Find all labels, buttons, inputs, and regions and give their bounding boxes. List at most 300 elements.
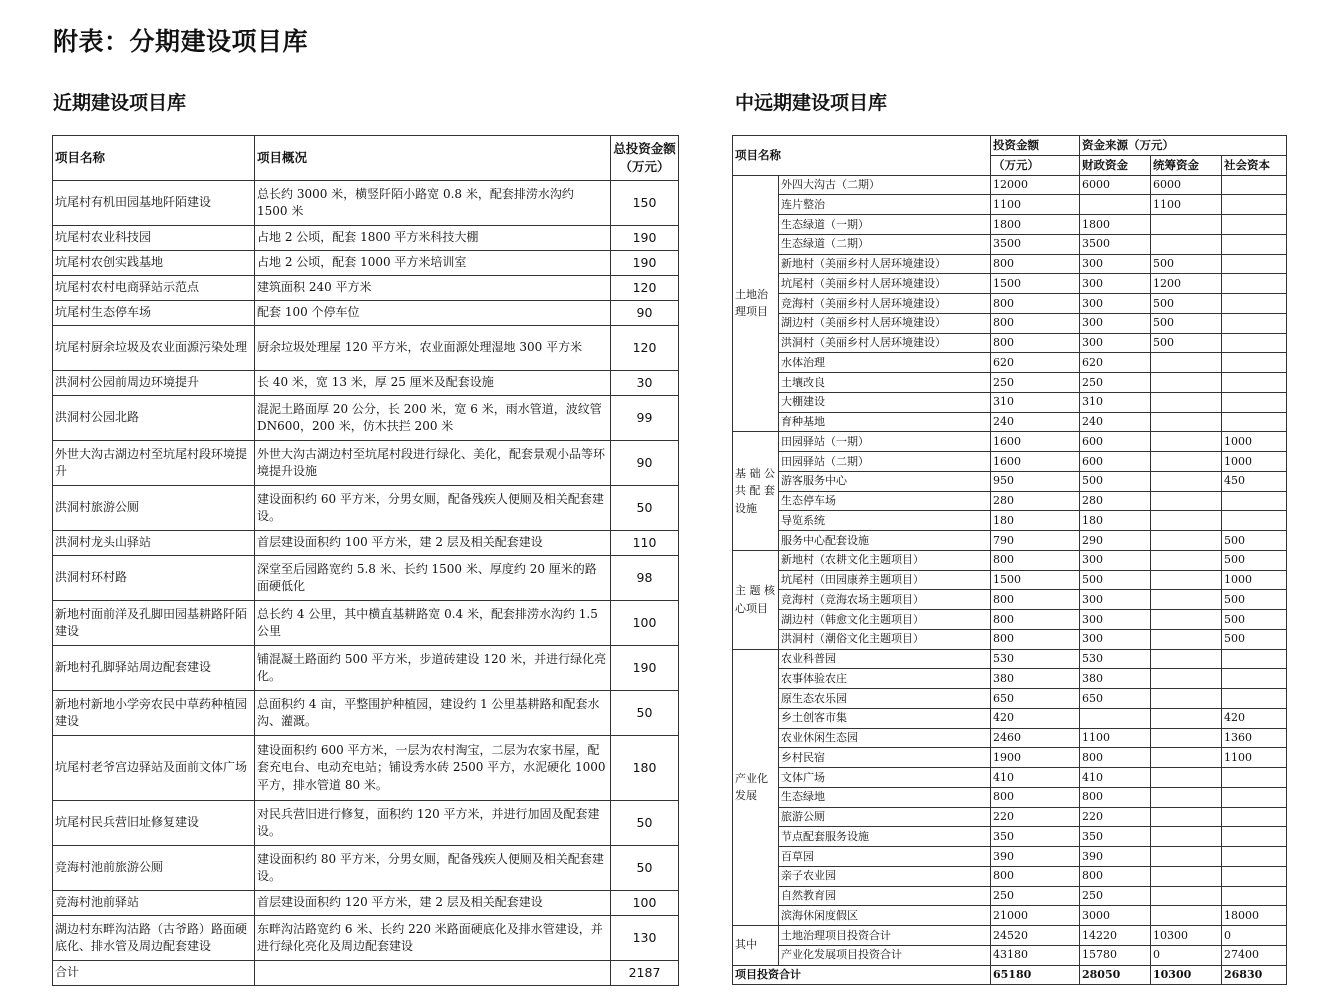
table-row [53, 486, 679, 531]
table-row [53, 556, 679, 601]
pooled-cell [1151, 452, 1222, 472]
fiscal-cell: 3000 [1080, 906, 1151, 926]
pooled-cell [1151, 866, 1222, 886]
social-cell [1222, 669, 1287, 689]
invest-cell: 390 [991, 847, 1080, 867]
invest-cell: 310 [991, 392, 1080, 412]
col-header-fiscal: 财政资金 [1080, 155, 1151, 175]
invest-cell: 800 [991, 294, 1080, 314]
pooled-cell [1151, 610, 1222, 630]
pooled-cell [1151, 807, 1222, 827]
social-cell [1222, 254, 1287, 274]
name-cell: 生态绿地 [779, 787, 991, 807]
project-name-cell: 新地村孔脚驿站周边配套建设 [53, 646, 255, 691]
table-row [733, 432, 1287, 452]
pooled-cell: 500 [1151, 254, 1222, 274]
invest-cell: 43180 [991, 945, 1080, 965]
total-pooled-cell: 10300 [1151, 965, 1222, 985]
table-row [733, 768, 1287, 788]
table-row [53, 396, 679, 441]
fiscal-cell: 800 [1080, 787, 1151, 807]
fiscal-cell: 620 [1080, 353, 1151, 373]
pooled-cell [1151, 827, 1222, 847]
pooled-cell [1151, 629, 1222, 649]
social-cell: 1360 [1222, 728, 1287, 748]
col-header-name: 项目名称 [53, 136, 255, 181]
col-header-pooled: 统筹资金 [1151, 155, 1222, 175]
social-cell [1222, 392, 1287, 412]
social-cell [1222, 373, 1287, 393]
table-row [733, 531, 1287, 551]
fiscal-cell: 800 [1080, 866, 1151, 886]
total-label: 合计 [53, 961, 255, 986]
name-cell: 新地村（美丽乡村人居环境建设） [779, 254, 991, 274]
project-overview-cell: 混泥土路面厚 20 公分，长 200 米，宽 6 米，雨水管道，波纹管 DN600，200 米，仿木扶拦 200 米 [255, 396, 611, 441]
name-cell: 生态绿道（二期） [779, 234, 991, 254]
project-overview-cell: 深堂至后园路宽约 5.8 米、长约 1500 米、厚度约 20 厘米的路面硬低化 [255, 556, 611, 601]
pooled-cell [1151, 392, 1222, 412]
invest-cell: 21000 [991, 906, 1080, 926]
name-cell: 节点配套服务设施 [779, 827, 991, 847]
social-cell [1222, 866, 1287, 886]
pooled-cell [1151, 590, 1222, 610]
project-name-cell: 湖边村东畔沟沽路（古爷路）路面硬底化、排水管及周边配套建设 [53, 916, 255, 961]
table-row [53, 531, 679, 556]
pooled-cell [1151, 570, 1222, 590]
amount-cell: 98 [611, 556, 679, 601]
project-name-cell: 坑尾村生态停车场 [53, 301, 255, 326]
pooled-cell: 0 [1151, 945, 1222, 965]
fiscal-cell: 250 [1080, 373, 1151, 393]
table-row [733, 629, 1287, 649]
social-cell [1222, 234, 1287, 254]
social-cell [1222, 215, 1287, 235]
fiscal-cell: 180 [1080, 511, 1151, 531]
table-row [733, 313, 1287, 333]
fiscal-cell: 600 [1080, 452, 1151, 472]
social-cell: 500 [1222, 550, 1287, 570]
social-cell [1222, 689, 1287, 709]
invest-cell: 1600 [991, 432, 1080, 452]
total-social-cell: 26830 [1222, 965, 1287, 985]
pooled-cell: 500 [1151, 313, 1222, 333]
table-row [733, 807, 1287, 827]
invest-cell: 800 [991, 333, 1080, 353]
table-row [53, 601, 679, 646]
name-cell: 亲子农业园 [779, 866, 991, 886]
name-cell: 土地治理项目投资合计 [779, 926, 991, 946]
table-row [53, 891, 679, 916]
project-name-cell: 洪洞村公园前周边环境提升 [53, 371, 255, 396]
invest-cell: 800 [991, 866, 1080, 886]
category-cell: 其中 [733, 926, 779, 966]
table-row [733, 254, 1287, 274]
invest-cell: 800 [991, 590, 1080, 610]
project-overview-cell: 首层建设面积约 100 平方米，建 2 层及相关配套建设 [255, 531, 611, 556]
total-row [53, 961, 679, 986]
mid-long-term-subtitle: 中远期建设项目库 [735, 92, 888, 114]
pooled-cell: 500 [1151, 333, 1222, 353]
total-invest-cell: 65180 [991, 965, 1080, 985]
name-cell: 竞海村（竞海农场主题项目） [779, 590, 991, 610]
social-cell: 18000 [1222, 906, 1287, 926]
fiscal-cell: 300 [1080, 590, 1151, 610]
pooled-cell [1151, 669, 1222, 689]
table-row [733, 550, 1287, 570]
social-cell: 27400 [1222, 945, 1287, 965]
category-cell: 基 础 公共 配 套设施 [733, 432, 779, 551]
table-row [53, 801, 679, 846]
invest-cell: 790 [991, 531, 1080, 551]
amount-cell: 190 [611, 226, 679, 251]
amount-cell: 120 [611, 326, 679, 371]
project-overview-cell: 长 40 米，宽 13 米，厚 25 厘米及配套设施 [255, 371, 611, 396]
invest-cell: 1800 [991, 215, 1080, 235]
social-cell: 420 [1222, 708, 1287, 728]
invest-cell: 530 [991, 649, 1080, 669]
project-overview-cell: 对民兵营旧进行修复，面积约 120 平方米，并进行加固及配套建设。 [255, 801, 611, 846]
invest-cell: 1500 [991, 570, 1080, 590]
col-header-social: 社会资本 [1222, 155, 1287, 175]
name-cell: 百草园 [779, 847, 991, 867]
table-row [53, 226, 679, 251]
social-cell [1222, 511, 1287, 531]
project-name-cell: 洪洞村龙头山驿站 [53, 531, 255, 556]
table-row [733, 610, 1287, 630]
table-row [53, 276, 679, 301]
project-overview-cell: 总长约 4 公里，其中横直基耕路宽 0.4 米，配套排涝水沟约 1.5 公里 [255, 601, 611, 646]
table-row [733, 373, 1287, 393]
table-row [53, 251, 679, 276]
table-row [53, 371, 679, 396]
invest-cell: 800 [991, 254, 1080, 274]
project-overview-cell: 总长约 3000 米，横竖阡陌小路宽 0.8 米，配套排涝水沟约 1500 米 [255, 181, 611, 226]
fiscal-cell: 310 [1080, 392, 1151, 412]
table-row [53, 181, 679, 226]
fiscal-cell: 220 [1080, 807, 1151, 827]
table-row [733, 511, 1287, 531]
table-row [733, 392, 1287, 412]
fiscal-cell [1080, 195, 1151, 215]
fiscal-cell: 350 [1080, 827, 1151, 847]
name-cell: 乡土创客市集 [779, 708, 991, 728]
table-row [733, 926, 1287, 946]
pooled-cell [1151, 847, 1222, 867]
amount-cell: 180 [611, 736, 679, 801]
name-cell: 乡村民宿 [779, 748, 991, 768]
project-overview-cell: 铺混凝土路面约 500 平方米，步道砖建设 120 米，并进行绿化亮化。 [255, 646, 611, 691]
table-row [733, 590, 1287, 610]
invest-cell: 350 [991, 827, 1080, 847]
project-name-cell: 坑尾村厨余垃圾及农业面源污染处理 [53, 326, 255, 371]
table-row [53, 441, 679, 486]
name-cell: 湖边村（韩愈文化主题项目） [779, 610, 991, 630]
name-cell: 外四大沟古（二期） [779, 175, 991, 195]
pooled-cell [1151, 412, 1222, 432]
table-row [53, 691, 679, 736]
pooled-cell [1151, 471, 1222, 491]
social-cell [1222, 807, 1287, 827]
invest-cell: 2460 [991, 728, 1080, 748]
total-overview-empty [255, 961, 611, 986]
project-name-cell: 坑尾村民兵营旧址修复建设 [53, 801, 255, 846]
amount-cell: 99 [611, 396, 679, 441]
invest-cell: 410 [991, 768, 1080, 788]
project-name-cell: 新地村新地小学旁农民中草药种植园建设 [53, 691, 255, 736]
table-row [733, 175, 1287, 195]
project-overview-cell: 建设面积约 60 平方米，分男女厕，配备残疾人便厕及相关配套建设。 [255, 486, 611, 531]
name-cell: 旅游公厕 [779, 807, 991, 827]
fiscal-cell: 6000 [1080, 175, 1151, 195]
pooled-cell: 500 [1151, 294, 1222, 314]
social-cell: 500 [1222, 629, 1287, 649]
fiscal-cell: 300 [1080, 294, 1151, 314]
project-name-cell: 洪洞村公园北路 [53, 396, 255, 441]
amount-cell: 130 [611, 916, 679, 961]
fiscal-cell: 380 [1080, 669, 1151, 689]
project-name-cell: 坑尾村老爷宫边驿站及面前文体广场 [53, 736, 255, 801]
name-cell: 育种基地 [779, 412, 991, 432]
project-overview-cell: 建筑面积 240 平方米 [255, 276, 611, 301]
project-name-cell: 外世大沟古湖边村至坑尾村段环境提升 [53, 441, 255, 486]
project-name-cell: 坑尾村有机田园基地阡陌建设 [53, 181, 255, 226]
pooled-cell [1151, 511, 1222, 531]
project-overview-cell: 总面积约 4 亩，平整围护种植园，建设约 1 公里基耕路和配套水沟、灌溉。 [255, 691, 611, 736]
pooled-cell [1151, 234, 1222, 254]
fiscal-cell: 300 [1080, 313, 1151, 333]
pooled-cell [1151, 353, 1222, 373]
table-row [733, 215, 1287, 235]
name-cell: 游客服务中心 [779, 471, 991, 491]
pooled-cell [1151, 373, 1222, 393]
fiscal-cell: 300 [1080, 254, 1151, 274]
project-overview-cell: 建设面积约 80 平方米，分男女厕，配备残疾人便厕及相关配套建设。 [255, 846, 611, 891]
amount-cell: 90 [611, 301, 679, 326]
fiscal-cell: 290 [1080, 531, 1151, 551]
amount-cell: 190 [611, 251, 679, 276]
table-row [733, 294, 1287, 314]
table-row [733, 728, 1287, 748]
amount-cell: 50 [611, 486, 679, 531]
project-name-cell: 洪洞村环村路 [53, 556, 255, 601]
table-row [733, 570, 1287, 590]
social-cell [1222, 886, 1287, 906]
social-cell: 1000 [1222, 452, 1287, 472]
col-header-name: 项目名称 [733, 136, 991, 176]
invest-cell: 1600 [991, 452, 1080, 472]
table-row [733, 491, 1287, 511]
fiscal-cell: 300 [1080, 610, 1151, 630]
table-row [733, 649, 1287, 669]
social-cell [1222, 412, 1287, 432]
invest-cell: 950 [991, 471, 1080, 491]
project-name-cell: 坑尾村农创实践基地 [53, 251, 255, 276]
invest-cell: 800 [991, 629, 1080, 649]
project-name-cell: 新地村面前洋及孔脚田园基耕路阡陌建设 [53, 601, 255, 646]
project-name-cell: 洪洞村旅游公厕 [53, 486, 255, 531]
table-row [53, 846, 679, 891]
table-row [733, 689, 1287, 709]
project-overview-cell: 占地 2 公顷，配套 1000 平方米培训室 [255, 251, 611, 276]
pooled-cell: 10300 [1151, 926, 1222, 946]
social-cell: 1000 [1222, 432, 1287, 452]
project-name-cell: 竞海村池前驿站 [53, 891, 255, 916]
pooled-cell [1151, 649, 1222, 669]
table-row [733, 886, 1287, 906]
name-cell: 竞海村（美丽乡村人居环境建设） [779, 294, 991, 314]
fiscal-cell: 280 [1080, 491, 1151, 511]
name-cell: 土壤改良 [779, 373, 991, 393]
fiscal-cell: 1100 [1080, 728, 1151, 748]
col-header-invest-unit: （万元） [991, 155, 1080, 175]
table-row [733, 748, 1287, 768]
fiscal-cell: 14220 [1080, 926, 1151, 946]
fiscal-cell: 300 [1080, 629, 1151, 649]
name-cell: 坑尾村（田园康养主题项目） [779, 570, 991, 590]
pooled-cell [1151, 787, 1222, 807]
invest-cell: 800 [991, 550, 1080, 570]
invest-cell: 800 [991, 787, 1080, 807]
name-cell: 田园驿站（一期） [779, 432, 991, 452]
pooled-cell: 1100 [1151, 195, 1222, 215]
table-row [733, 452, 1287, 472]
invest-cell: 220 [991, 807, 1080, 827]
invest-cell: 380 [991, 669, 1080, 689]
invest-cell: 420 [991, 708, 1080, 728]
pooled-cell [1151, 215, 1222, 235]
name-cell: 生态绿道（一期） [779, 215, 991, 235]
table-row [733, 333, 1287, 353]
invest-cell: 250 [991, 886, 1080, 906]
pooled-cell: 1200 [1151, 274, 1222, 294]
table-header-row [53, 136, 679, 181]
amount-cell: 50 [611, 691, 679, 736]
name-cell: 连片整治 [779, 195, 991, 215]
amount-cell: 100 [611, 601, 679, 646]
invest-cell: 650 [991, 689, 1080, 709]
fiscal-cell: 530 [1080, 649, 1151, 669]
social-cell: 500 [1222, 590, 1287, 610]
amount-cell: 90 [611, 441, 679, 486]
invest-cell: 1900 [991, 748, 1080, 768]
project-overview-cell: 厨余垃圾处理屋 120 平方米，农业面源处理湿地 300 平方米 [255, 326, 611, 371]
fiscal-cell: 500 [1080, 471, 1151, 491]
table-row [733, 866, 1287, 886]
invest-cell: 620 [991, 353, 1080, 373]
pooled-cell [1151, 886, 1222, 906]
pooled-cell [1151, 728, 1222, 748]
name-cell: 农业休闲生态园 [779, 728, 991, 748]
fiscal-cell: 390 [1080, 847, 1151, 867]
fiscal-cell: 250 [1080, 886, 1151, 906]
name-cell: 导览系统 [779, 511, 991, 531]
name-cell: 坑尾村（美丽乡村人居环境建设） [779, 274, 991, 294]
category-cell: 主 题 核心项目 [733, 550, 779, 649]
fiscal-cell: 410 [1080, 768, 1151, 788]
fiscal-cell: 300 [1080, 274, 1151, 294]
table-row [733, 353, 1287, 373]
amount-cell: 50 [611, 846, 679, 891]
name-cell: 服务中心配套设施 [779, 531, 991, 551]
category-cell: 土地治理项目 [733, 175, 779, 432]
near-term-project-table [52, 135, 679, 986]
invest-cell: 250 [991, 373, 1080, 393]
social-cell: 500 [1222, 610, 1287, 630]
pooled-cell [1151, 491, 1222, 511]
total-label: 项目投资合计 [733, 965, 991, 985]
col-header-overview: 项目概况 [255, 136, 611, 181]
name-cell: 湖边村（美丽乡村人居环境建设） [779, 313, 991, 333]
table-row [733, 669, 1287, 689]
project-overview-cell: 建设面积约 600 平方米，一层为农村淘宝，二层为农家书屋，配套充电台、电动充电站；铺设秀水砖 2500 平方，水泥硬化 1000 平方，排水管道 80 米。 [255, 736, 611, 801]
col-header-amount: 总投资金额 （万元） [611, 136, 679, 181]
project-name-cell: 坑尾村农村电商驿站示范点 [53, 276, 255, 301]
social-cell [1222, 353, 1287, 373]
pooled-cell [1151, 748, 1222, 768]
invest-cell: 1100 [991, 195, 1080, 215]
invest-cell: 800 [991, 313, 1080, 333]
name-cell: 洪洞村（美丽乡村人居环境建设） [779, 333, 991, 353]
total-row [733, 965, 1287, 985]
fiscal-cell: 3500 [1080, 234, 1151, 254]
amount-cell: 30 [611, 371, 679, 396]
table-row [733, 412, 1287, 432]
pooled-cell: 6000 [1151, 175, 1222, 195]
near-term-subtitle: 近期建设项目库 [53, 92, 187, 114]
table-row [733, 787, 1287, 807]
project-overview-cell: 首层建设面积约 120 平方米，建 2 层及相关配套建设 [255, 891, 611, 916]
pooled-cell [1151, 708, 1222, 728]
pooled-cell [1151, 531, 1222, 551]
invest-cell: 1500 [991, 274, 1080, 294]
amount-cell: 120 [611, 276, 679, 301]
table-row [53, 301, 679, 326]
table-row [53, 646, 679, 691]
name-cell: 新地村（农耕文化主题项目） [779, 550, 991, 570]
table-row [53, 326, 679, 371]
fiscal-cell: 650 [1080, 689, 1151, 709]
pooled-cell [1151, 432, 1222, 452]
social-cell [1222, 195, 1287, 215]
social-cell: 1000 [1222, 570, 1287, 590]
social-cell [1222, 649, 1287, 669]
name-cell: 农业科普园 [779, 649, 991, 669]
fiscal-cell: 300 [1080, 550, 1151, 570]
invest-cell: 240 [991, 412, 1080, 432]
invest-cell: 800 [991, 610, 1080, 630]
amount-cell: 100 [611, 891, 679, 916]
table-row [53, 736, 679, 801]
project-overview-cell: 东畔沟沽路宽约 6 米、长约 220 米路面硬底化及排水管建设，并进行绿化亮化及周边配套建设 [255, 916, 611, 961]
social-cell [1222, 294, 1287, 314]
project-name-cell: 竞海村池前旅游公厕 [53, 846, 255, 891]
total-fiscal-cell: 28050 [1080, 965, 1151, 985]
invest-cell: 12000 [991, 175, 1080, 195]
fiscal-cell: 500 [1080, 570, 1151, 590]
project-overview-cell: 外世大沟古湖边村至坑尾村段进行绿化、美化，配套景观小品等环境提升设施 [255, 441, 611, 486]
project-name-cell: 坑尾村农业科技园 [53, 226, 255, 251]
name-cell: 自然教育园 [779, 886, 991, 906]
table-row [733, 195, 1287, 215]
social-cell: 450 [1222, 471, 1287, 491]
table-row [733, 847, 1287, 867]
table-row [733, 945, 1287, 965]
social-cell [1222, 333, 1287, 353]
name-cell: 田园驿站（二期） [779, 452, 991, 472]
invest-cell: 180 [991, 511, 1080, 531]
project-overview-cell: 配套 100 个停车位 [255, 301, 611, 326]
col-header-invest: 投资金额 [991, 136, 1080, 156]
